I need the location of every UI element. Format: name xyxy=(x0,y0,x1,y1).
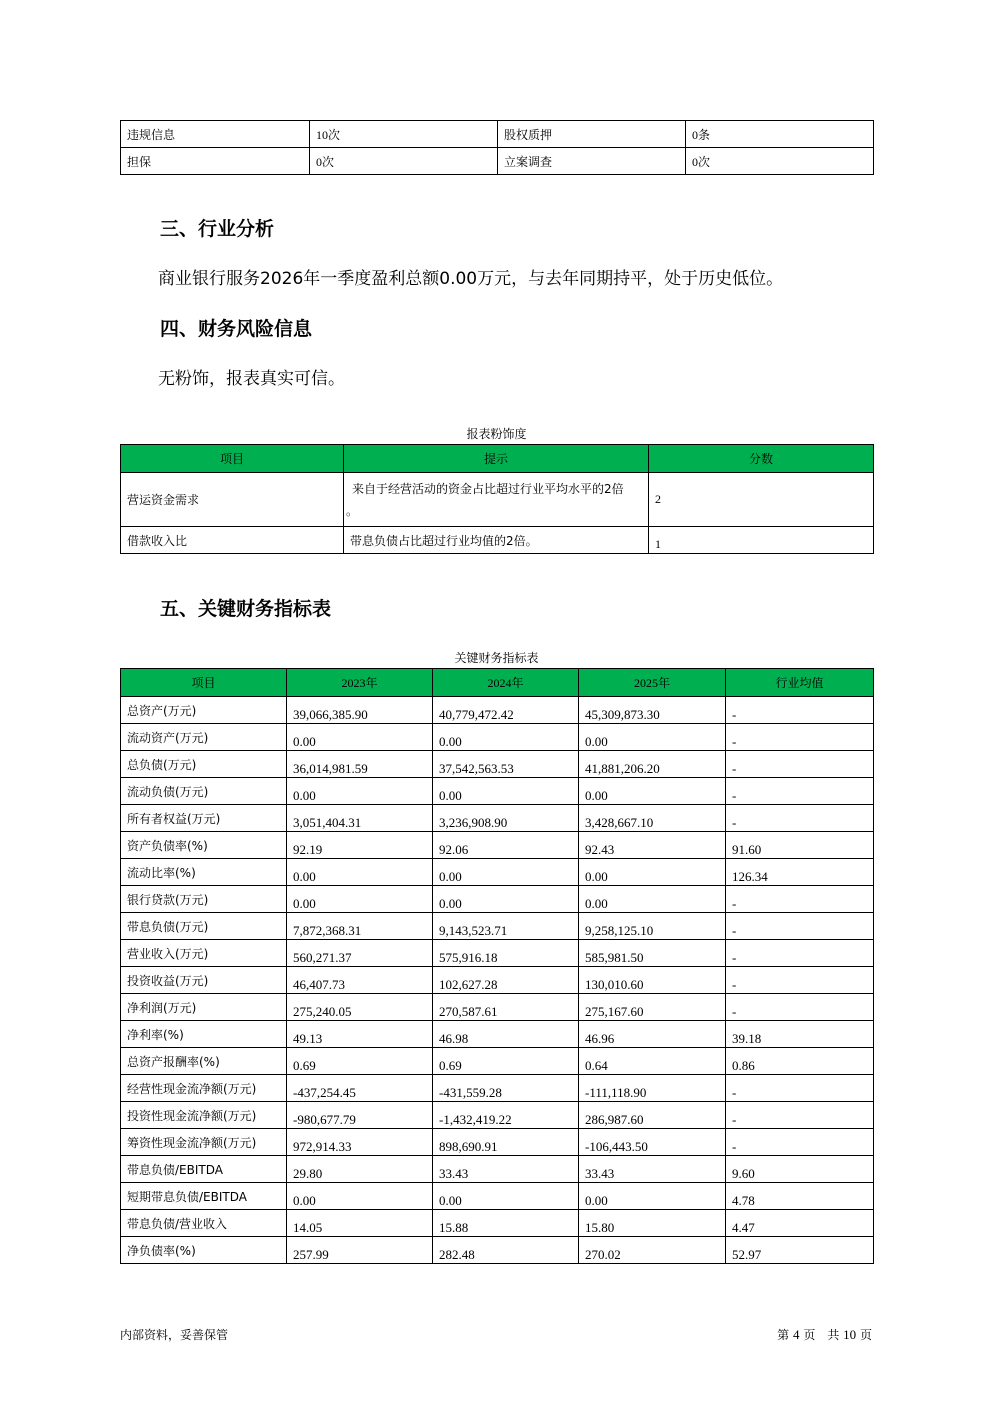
metric-value: 126.34 xyxy=(726,859,874,886)
metric-value: 257.99 xyxy=(287,1237,433,1264)
metric-value: - xyxy=(726,778,874,805)
metric-label: 投资性现金流净额(万元) xyxy=(121,1102,287,1129)
metric-label: 带息负债/EBITDA xyxy=(121,1156,287,1183)
risk-table-caption: 报表粉饰度 xyxy=(466,427,527,441)
metric-value: 37,542,563.53 xyxy=(433,751,579,778)
metric-value: 0.00 xyxy=(433,859,579,886)
table-row xyxy=(121,805,874,832)
metric-value: 9,143,523.71 xyxy=(433,913,579,940)
metric-value: - xyxy=(726,805,874,832)
section5-heading: 五、关键财务指标表 xyxy=(160,598,332,620)
table-row xyxy=(121,967,874,994)
info-table xyxy=(120,120,874,175)
info-value: 0条 xyxy=(686,121,874,148)
metric-label: 流动负债(万元) xyxy=(121,778,287,805)
page-number xyxy=(777,1326,872,1343)
metric-value: - xyxy=(726,1102,874,1129)
metric-value: -437,254.45 xyxy=(287,1075,433,1102)
table-row xyxy=(121,886,874,913)
metric-label: 经营性现金流净额(万元) xyxy=(121,1075,287,1102)
metric-label: 净利润(万元) xyxy=(121,994,287,1021)
metric-value: - xyxy=(726,940,874,967)
info-label: 股权质押 xyxy=(498,121,686,148)
metric-value: 39,066,385.90 xyxy=(287,697,433,724)
metric-value: 46.98 xyxy=(433,1021,579,1048)
metric-value: - xyxy=(726,724,874,751)
info-value: 0次 xyxy=(310,148,498,175)
metric-label: 净负债率(%) xyxy=(121,1237,287,1264)
metric-value: 41,881,206.20 xyxy=(579,751,726,778)
metric-value: 9.60 xyxy=(726,1156,874,1183)
metric-value: 102,627.28 xyxy=(433,967,579,994)
info-value: 0次 xyxy=(686,148,874,175)
metric-value: 29.80 xyxy=(287,1156,433,1183)
risk-item: 营运资金需求 xyxy=(121,473,344,527)
table-header-row xyxy=(121,669,874,697)
metric-value: 15.80 xyxy=(579,1210,726,1237)
metric-value: 275,167.60 xyxy=(579,994,726,1021)
metric-value: 0.00 xyxy=(433,778,579,805)
table-row xyxy=(121,1183,874,1210)
column-header: 分数 xyxy=(649,445,874,473)
table-row xyxy=(121,1075,874,1102)
metric-value: 91.60 xyxy=(726,832,874,859)
metric-value: 33.43 xyxy=(579,1156,726,1183)
metric-value: - xyxy=(726,913,874,940)
metric-label: 筹资性现金流净额(万元) xyxy=(121,1129,287,1156)
metric-value: - xyxy=(726,751,874,778)
table-row xyxy=(121,1237,874,1264)
section3-heading: 三、行业分析 xyxy=(160,218,275,240)
metric-value: 33.43 xyxy=(433,1156,579,1183)
table-row xyxy=(121,751,874,778)
metric-label: 流动资产(万元) xyxy=(121,724,287,751)
table-row xyxy=(121,1156,874,1183)
metric-value: 15.88 xyxy=(433,1210,579,1237)
metric-label: 银行贷款(万元) xyxy=(121,886,287,913)
risk-hint-line: 。 xyxy=(346,503,359,518)
info-value: 10次 xyxy=(310,121,498,148)
metric-label: 营业收入(万元) xyxy=(121,940,287,967)
metric-value: 9,258,125.10 xyxy=(579,913,726,940)
metric-label: 短期带息负债/EBITDA xyxy=(121,1183,287,1210)
risk-score: 2 xyxy=(649,473,874,527)
metric-value: 45,309,873.30 xyxy=(579,697,726,724)
metric-value: 0.69 xyxy=(433,1048,579,1075)
table-row xyxy=(121,1129,874,1156)
risk-hint xyxy=(344,473,649,527)
metric-value: 92.06 xyxy=(433,832,579,859)
column-header: 项目 xyxy=(121,669,287,697)
section4-text: 无粉饰，报表真实可信。 xyxy=(158,369,345,389)
table-row xyxy=(121,121,874,148)
metric-value: 0.86 xyxy=(726,1048,874,1075)
table-row xyxy=(121,913,874,940)
metric-value: 130,010.60 xyxy=(579,967,726,994)
metric-value: - xyxy=(726,697,874,724)
metric-value: 0.00 xyxy=(579,778,726,805)
metric-value: 0.00 xyxy=(287,1183,433,1210)
page-current: 4 xyxy=(792,1327,800,1342)
metric-value: 575,916.18 xyxy=(433,940,579,967)
info-label: 违规信息 xyxy=(121,121,310,148)
page-mid: 页 共 xyxy=(803,1328,840,1342)
column-header: 项目 xyxy=(121,445,344,473)
metric-value: 0.00 xyxy=(579,859,726,886)
metric-value: 0.00 xyxy=(579,724,726,751)
risk-score: 1 xyxy=(649,527,874,554)
page-prefix: 第 xyxy=(777,1328,790,1342)
metric-value: 972,914.33 xyxy=(287,1129,433,1156)
metric-value: 0.00 xyxy=(287,859,433,886)
column-header: 2025年 xyxy=(579,669,726,697)
metric-value: 3,051,404.31 xyxy=(287,805,433,832)
metric-value: -111,118.90 xyxy=(579,1075,726,1102)
metric-value: 92.43 xyxy=(579,832,726,859)
table-header-row xyxy=(121,445,874,473)
metric-label: 总资产报酬率(%) xyxy=(121,1048,287,1075)
page-suffix: 页 xyxy=(859,1328,872,1342)
metric-value: 0.00 xyxy=(433,886,579,913)
metric-value: 46.96 xyxy=(579,1021,726,1048)
metric-value: 270,587.61 xyxy=(433,994,579,1021)
column-header: 2024年 xyxy=(433,669,579,697)
metric-label: 投资收益(万元) xyxy=(121,967,287,994)
metric-label: 资产负债率(%) xyxy=(121,832,287,859)
metric-value: 0.69 xyxy=(287,1048,433,1075)
table-row xyxy=(121,778,874,805)
metric-value: 7,872,368.31 xyxy=(287,913,433,940)
metric-value: - xyxy=(726,1129,874,1156)
kpi-table-caption: 关键财务指标表 xyxy=(454,651,539,665)
metric-label: 所有者权益(万元) xyxy=(121,805,287,832)
table-row xyxy=(121,697,874,724)
table-row xyxy=(121,724,874,751)
table-row xyxy=(121,1048,874,1075)
risk-table xyxy=(120,444,874,554)
table-row xyxy=(121,1021,874,1048)
footer-note: 内部资料，妥善保管 xyxy=(120,1328,229,1342)
metric-value: - xyxy=(726,1075,874,1102)
risk-hint-line: 来自于经营活动的资金占比超过行业平均水平的2倍 xyxy=(352,481,624,496)
column-header: 行业均值 xyxy=(726,669,874,697)
table-row xyxy=(121,473,874,527)
metric-value: - xyxy=(726,886,874,913)
kpi-table xyxy=(120,668,874,1264)
metric-value: 14.05 xyxy=(287,1210,433,1237)
metric-value: 52.97 xyxy=(726,1237,874,1264)
metric-value: 0.00 xyxy=(287,886,433,913)
metric-value: 0.00 xyxy=(287,778,433,805)
metric-label: 总负债(万元) xyxy=(121,751,287,778)
metric-value: -431,559.28 xyxy=(433,1075,579,1102)
metric-value: 3,236,908.90 xyxy=(433,805,579,832)
metric-label: 流动比率(%) xyxy=(121,859,287,886)
info-label: 立案调查 xyxy=(498,148,686,175)
metric-value: 275,240.05 xyxy=(287,994,433,1021)
risk-hint: 带息负债占比超过行业均值的2倍。 xyxy=(344,527,649,554)
metric-value: 0.00 xyxy=(287,724,433,751)
column-header: 提示 xyxy=(344,445,649,473)
metric-value: 286,987.60 xyxy=(579,1102,726,1129)
table-row xyxy=(121,1210,874,1237)
metric-label: 带息负债(万元) xyxy=(121,913,287,940)
table-row xyxy=(121,994,874,1021)
metric-value: 0.00 xyxy=(579,1183,726,1210)
section3-text: 商业银行服务2026年一季度盈利总额0.00万元，与去年同期持平，处于历史低位。 xyxy=(158,269,784,289)
metric-value: 0.00 xyxy=(433,724,579,751)
metric-value: 4.47 xyxy=(726,1210,874,1237)
column-header: 2023年 xyxy=(287,669,433,697)
metric-value: 40,779,472.42 xyxy=(433,697,579,724)
table-row xyxy=(121,148,874,175)
table-row xyxy=(121,527,874,554)
metric-value: 585,981.50 xyxy=(579,940,726,967)
table-row xyxy=(121,940,874,967)
metric-value: 4.78 xyxy=(726,1183,874,1210)
info-label: 担保 xyxy=(121,148,310,175)
metric-label: 净利率(%) xyxy=(121,1021,287,1048)
metric-value: 36,014,981.59 xyxy=(287,751,433,778)
page-total: 10 xyxy=(843,1327,857,1342)
metric-value: 46,407.73 xyxy=(287,967,433,994)
metric-value: 3,428,667.10 xyxy=(579,805,726,832)
metric-label: 总资产(万元) xyxy=(121,697,287,724)
metric-value: 270.02 xyxy=(579,1237,726,1264)
section4-heading: 四、财务风险信息 xyxy=(160,318,313,340)
metric-value: 49.13 xyxy=(287,1021,433,1048)
metric-value: -980,677.79 xyxy=(287,1102,433,1129)
metric-value: 92.19 xyxy=(287,832,433,859)
table-row xyxy=(121,859,874,886)
metric-value: 0.64 xyxy=(579,1048,726,1075)
metric-value: 282.48 xyxy=(433,1237,579,1264)
metric-value: 898,690.91 xyxy=(433,1129,579,1156)
metric-value: -106,443.50 xyxy=(579,1129,726,1156)
risk-item: 借款收入比 xyxy=(121,527,344,554)
metric-label: 带息负债/营业收入 xyxy=(121,1210,287,1237)
metric-value: -1,432,419.22 xyxy=(433,1102,579,1129)
metric-value: - xyxy=(726,967,874,994)
metric-value: 0.00 xyxy=(433,1183,579,1210)
metric-value: - xyxy=(726,994,874,1021)
table-row xyxy=(121,1102,874,1129)
metric-value: 0.00 xyxy=(579,886,726,913)
metric-value: 39.18 xyxy=(726,1021,874,1048)
table-row xyxy=(121,832,874,859)
metric-value: 560,271.37 xyxy=(287,940,433,967)
